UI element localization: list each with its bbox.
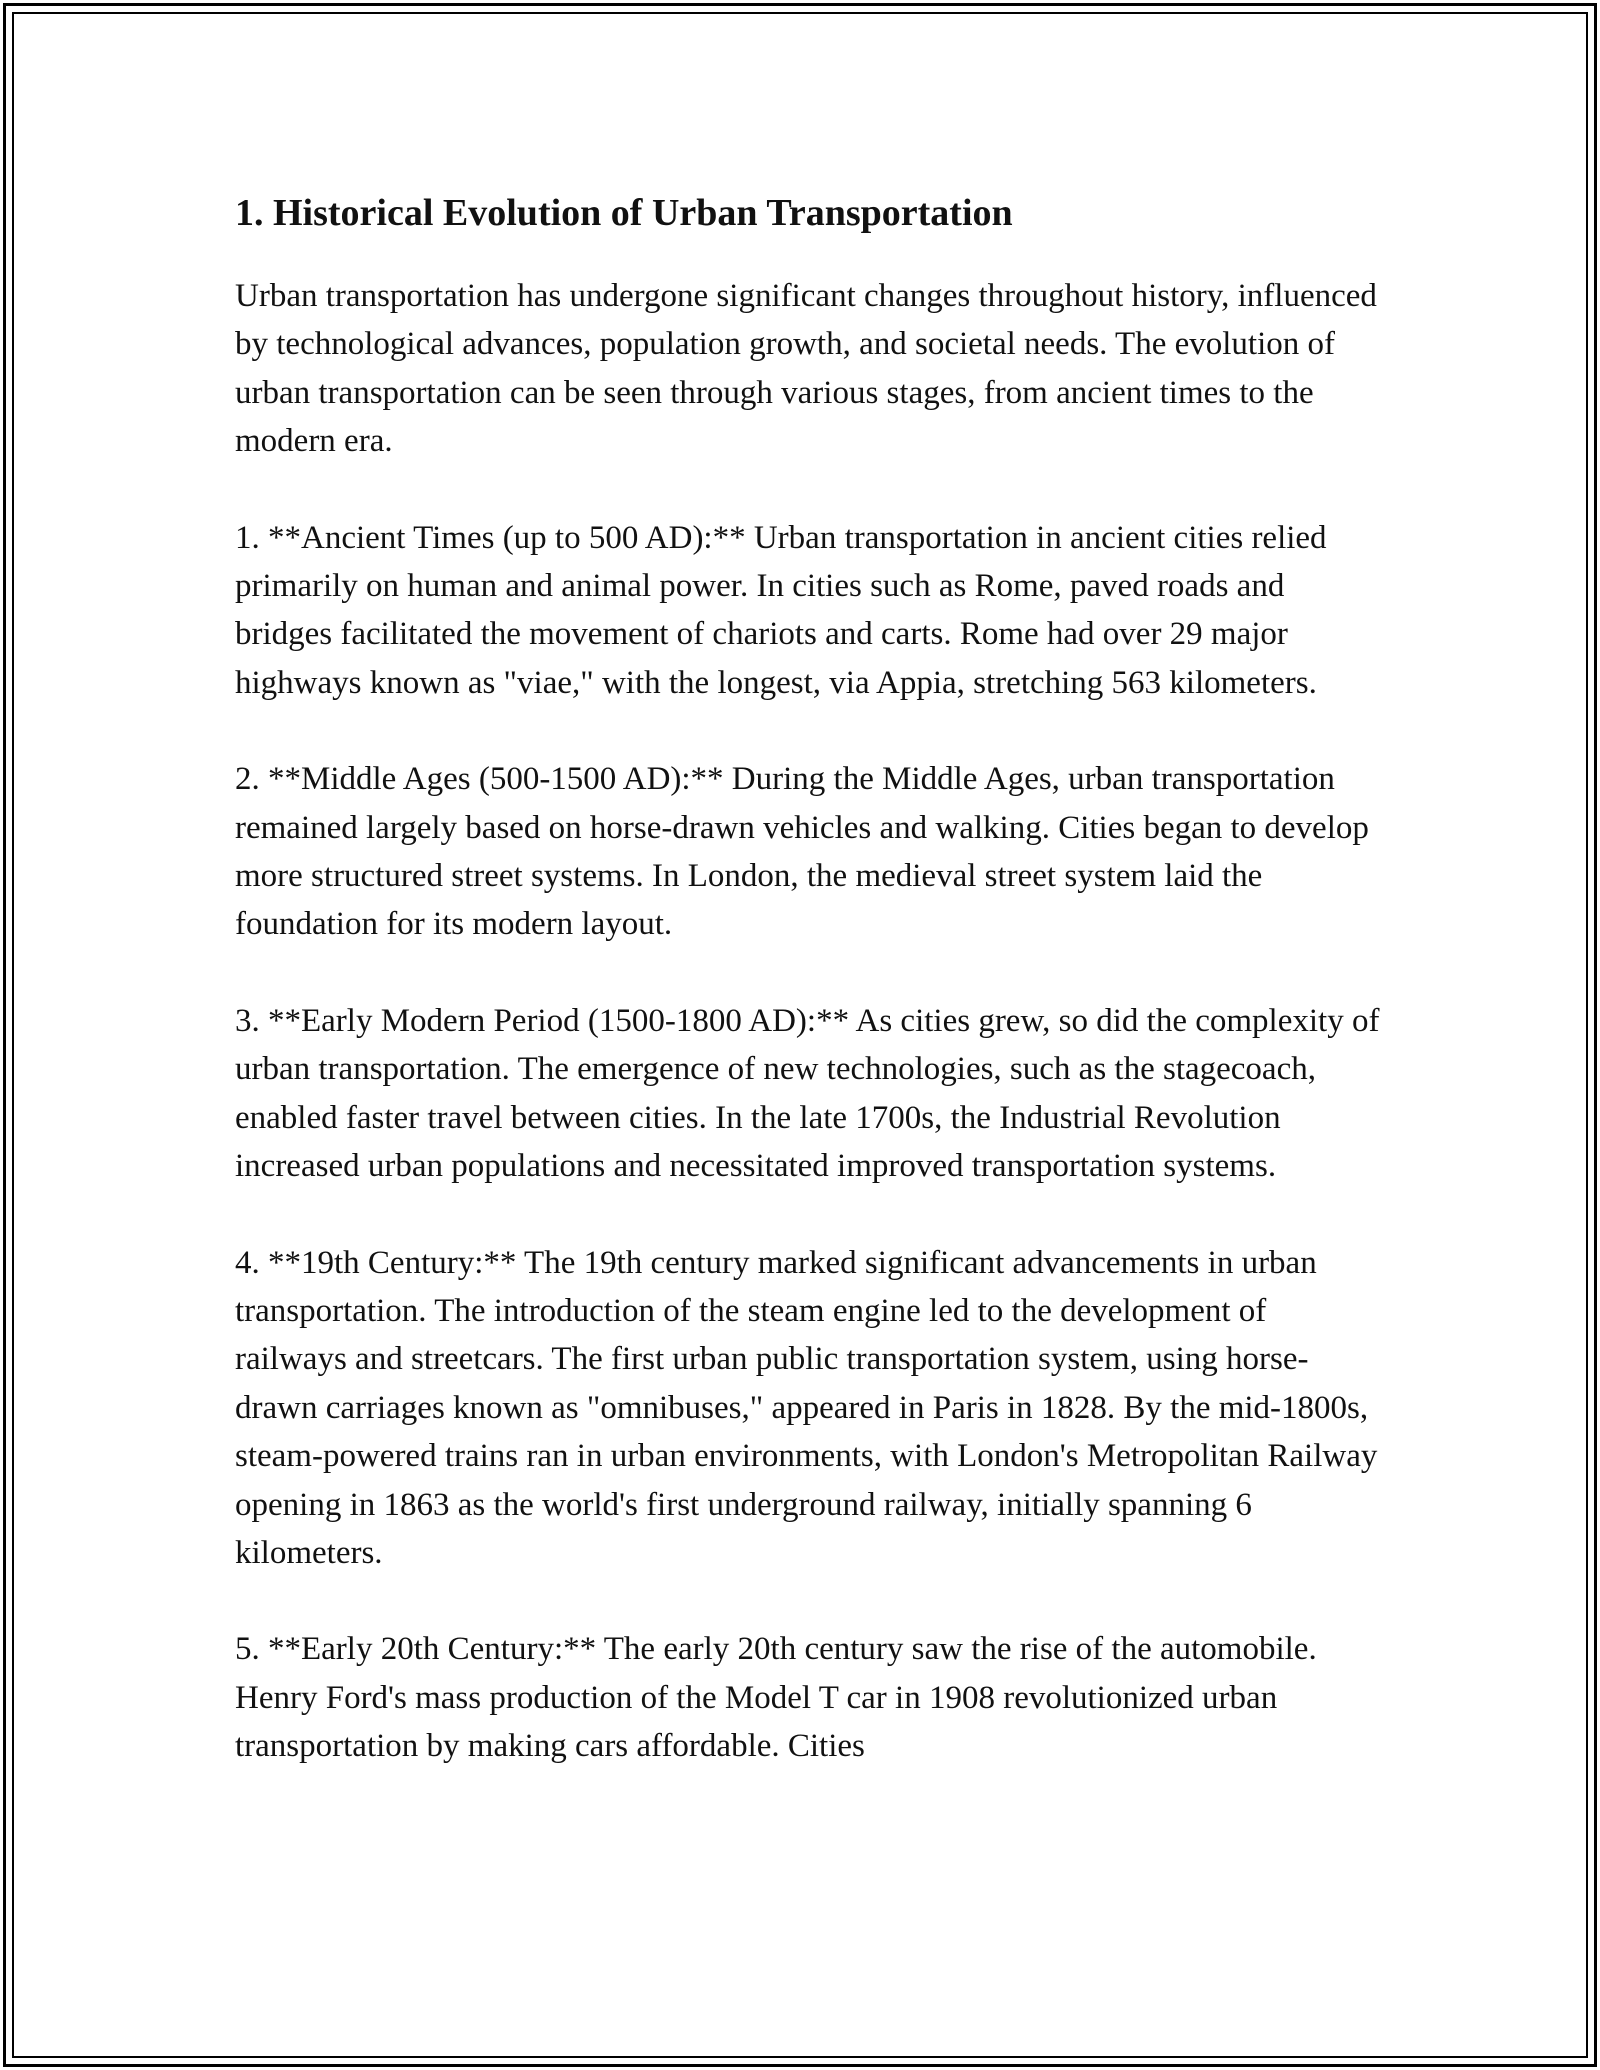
paragraph-early-modern: 3. **Early Modern Period (1500-1800 AD):** As cities grew, so did the complexity of urban transportation. The emergence of new technologies, such as the stagecoach, enabled faster travel between cities. In the late 1700s, the Industrial Revolution increased urban populations and necessitated improved transportation systems. — [235, 1002, 1380, 1185]
paragraph-early-20th-century: 5. **Early 20th Century:** The early 20th century saw the rise of the automobile. Henry Ford's mass production of the Model T car in 1908 revolutionized urban transportation by making cars affordable. Cities — [235, 1631, 1317, 1765]
intro-paragraph: Urban transportation has undergone significant changes throughout history, influenced by technological advances, population growth, and societal needs. The evolution of urban transportation can be seen through various stages, from ancient times to the modern era. — [235, 278, 1377, 460]
paragraph-ancient-times: 1. **Ancient Times (up to 500 AD):** Urban transportation in ancient cities relied primarily on human and animal power. In cities such as Rome, paved roads and bridges facilitated the movement of chariots and carts. Rome had over 29 major highways known as "viae," with the longest, via Appia, stretching 563 kilometers. — [235, 519, 1327, 701]
document-body — [235, 186, 1385, 1819]
paragraph-middle-ages: 2. **Middle Ages (500-1500 AD):** During the Middle Ages, urban transportation remained largely based on horse-drawn vehicles and walking. Cities began to develop more structured street systems. In London, the medieval street system laid the foundation for its modern layout. — [235, 761, 1369, 943]
paragraph-19th-century: 4. **19th Century:** The 19th century marked significant advancements in urban transportation. The introduction of the steam engine led to the development of railways and streetcars. The first urban public transportation system, using horse-drawn carriages known as "omnibuses," appeared in Paris in 1828. By the mid-1800s, steam-powered trains ran in urban environments, with London's Metropolitan Railway opening in 1863 as the world's first underground railway, initially spanning 6 kilometers. — [235, 1244, 1378, 1571]
section-heading: 1. Historical Evolution of Urban Transportation — [235, 192, 1013, 234]
